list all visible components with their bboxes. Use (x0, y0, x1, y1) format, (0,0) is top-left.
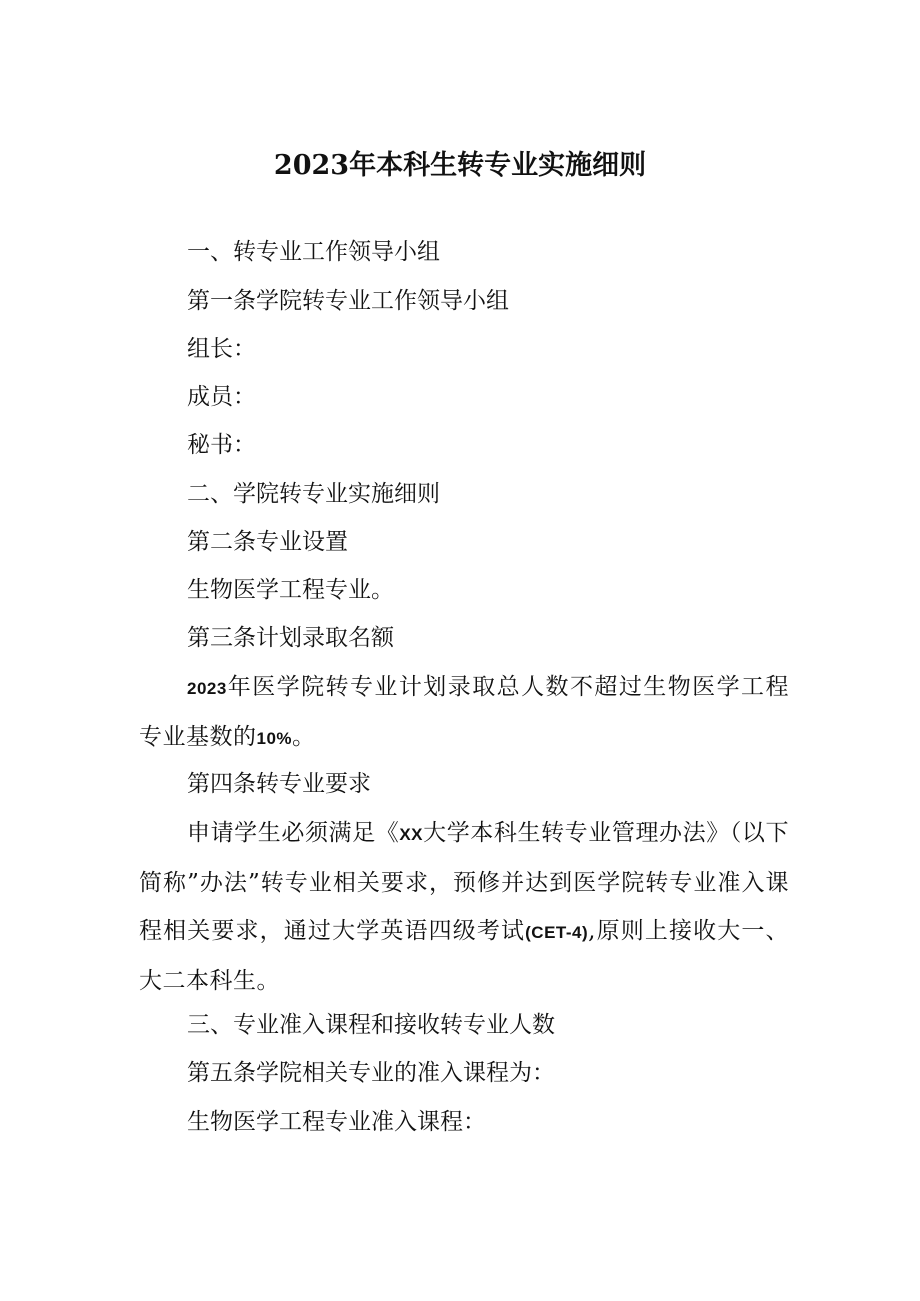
document-title: 2023年本科生转专业实施细则 (273, 150, 647, 181)
section-1-heading: 一、转专业工作领导小组 (187, 239, 440, 265)
article-2: 第二条专业设置 (187, 529, 348, 555)
secretary-label: 秘书： (187, 432, 256, 458)
quota-text-1: 年医学院转专业计划录取总人数不超过生物医学工程专业基数的 (139, 674, 789, 750)
quota-paragraph (139, 663, 789, 763)
requirement-paragraph (139, 809, 789, 1005)
quota-year: 2023 (187, 679, 227, 698)
section-3-heading: 三、专业准入课程和接收转专业人数 (187, 1012, 555, 1038)
requirement-exam: (CET-4) (525, 923, 589, 942)
quota-percent: 10% (256, 729, 293, 748)
course-intro: 生物医学工程专业准入课程： (187, 1109, 486, 1135)
article-1: 第一条学院转专业工作领导小组 (187, 288, 509, 314)
requirement-text-1: 申请学生必须满足《 (187, 820, 400, 846)
section-2-heading: 二、学院转专业实施细则 (187, 481, 440, 507)
requirement-text-3: ,原则上接收大一、大二本科生。 (139, 918, 789, 994)
members-label: 成员： (187, 384, 256, 410)
article-5: 第五条学院相关专业的准入课程为： (187, 1060, 555, 1086)
requirement-text-2: 大学本科生转专业管理办法》（以下简称”办法”转专业相关要求，预修并达到医学院转专业准入课程相关要求，通过大学英语四级考试 (139, 820, 790, 944)
article-4: 第四条转专业要求 (187, 771, 371, 797)
major-name: 生物医学工程专业。 (187, 577, 394, 603)
requirement-university: XX (399, 825, 424, 844)
quota-text-2: 。 (292, 724, 316, 750)
article-3: 第三条计划录取名额 (187, 625, 394, 651)
leader-label: 组长： (187, 336, 256, 362)
